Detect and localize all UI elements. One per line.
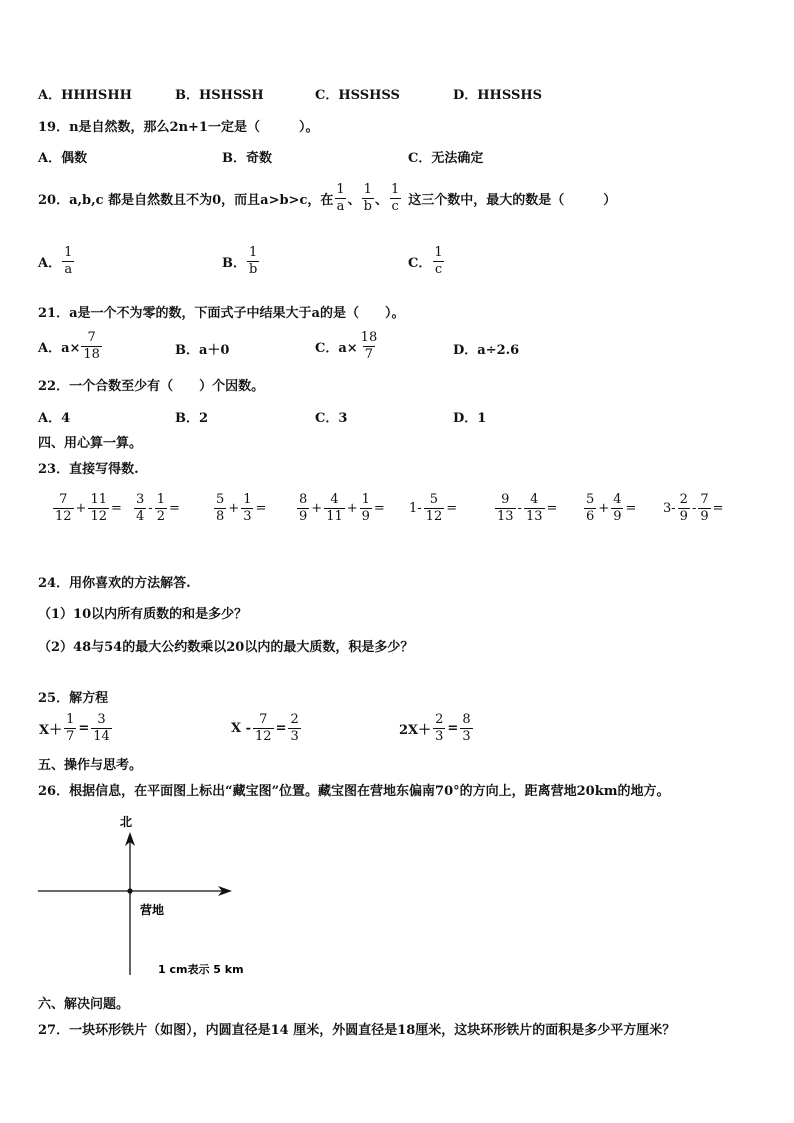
equation [230,712,302,745]
equation [398,712,474,745]
fraction: $\frac{5}{12}$ [425,492,443,524]
operator: - [148,501,153,516]
fraction: $\frac{8}{9}$ [299,492,308,524]
calc-expression [408,492,458,525]
q22-option-b: B．2 [175,411,209,426]
fraction: $\frac{8}{3}$ [462,712,471,744]
section-5-heading: 五、操作与思考。 [38,758,143,773]
q22-option-c: C．3 [315,411,348,426]
q18-option-c: C．HSSHSS [315,88,400,103]
operator: = [712,501,724,516]
fraction: $\frac{7}{12}$ [55,492,72,524]
option-label: A． [38,256,62,271]
option-fraction: $\frac{1}{a}$ [64,245,73,277]
calc-expression [494,492,558,525]
operator: = [78,721,90,736]
operator: + [346,501,358,516]
section-4-heading: 四、用心算一算。 [38,436,143,451]
q20-frac-b: $\frac{1}{b}$ [363,182,372,214]
fraction: $\frac{7}{9}$ [700,492,709,524]
calc-expression [52,492,123,525]
fraction: $\frac{2}{9}$ [679,492,688,524]
fraction: $\frac{4}{9}$ [613,492,622,524]
fraction: $\frac{3}{14}$ [93,712,110,744]
section-6-heading: 六、解决问题。 [38,997,130,1012]
q20-stem-post: 这三个数中，最大的数是（ ） [408,193,617,208]
option-label: C． [408,256,432,271]
q18-option-a: A．HHHSHH [38,88,132,103]
operator: - [517,501,522,516]
q20-stem-pre: 20．a,b,c 都是自然数且不为0，而且a>b>c，在 [38,193,334,208]
operator: = [255,501,267,516]
equation [38,712,113,745]
fraction: $\frac{5}{8}$ [216,492,225,524]
q24-sub1: （1）10以内所有质数的和是多少？ [38,607,248,622]
q20-option-a [38,245,75,278]
option-fraction: $\frac{7}{18}$ [83,330,100,362]
north-label: 北 [119,815,133,829]
option-fraction: $\frac{18}{7}$ [360,330,378,362]
q20-option-b [222,245,260,278]
operator: X＋ [39,723,63,738]
fraction: $\frac{3}{4}$ [136,492,145,524]
option-fraction: $\frac{1}{c}$ [434,245,443,277]
calc-expression [296,492,386,525]
calc-expression [662,492,725,525]
operator: + [598,501,610,516]
q19-option-c: C．无法确定 [408,151,484,166]
calc-expression [133,492,181,525]
q22-option-d: D．1 [453,411,487,426]
operator: = [546,501,558,516]
operator: + [311,501,323,516]
operator: + [75,501,87,516]
camp-label: 营地 [140,903,165,917]
option-label: C．a× [315,341,358,356]
fraction: $\frac{1}{9}$ [361,492,370,524]
q21-option-a [38,330,103,363]
fraction: $\frac{4}{13}$ [525,492,543,524]
operator: - [691,501,697,516]
operator: = [373,501,385,516]
operator: = [625,501,637,516]
option-fraction: $\frac{1}{b}$ [249,245,258,277]
operator: 1- [409,501,422,516]
q21-option-d: D．a÷2.6 [453,343,520,358]
q21-option-b: B．a＋0 [175,343,230,358]
operator: 2X＋ [399,723,432,738]
fraction: $\frac{1}{7}$ [66,712,75,744]
q20-sep: 、 [374,193,388,208]
operator: = [447,721,459,736]
scale-label: 1 cm表示 5 km [158,963,244,976]
q24-sub2: （2）48与54的最大公约数乘以20以内的最大质数，积是多少？ [38,640,414,655]
operator: = [275,721,287,736]
q21-stem: 21．a是一个不为零的数，下面式子中结果大于a的是（ ）。 [38,306,405,321]
q25-stem: 25．解方程 [38,691,109,706]
calc-expression [213,492,267,525]
q18-option-d: D．HHSSHS [453,88,543,103]
operator: = [168,501,180,516]
q20-frac-a: $\frac{1}{a}$ [336,182,345,214]
fraction: $\frac{11}{12}$ [90,492,107,524]
q22-option-a: A．4 [38,411,71,426]
compass-diagram [30,810,270,985]
fraction: $\frac{1}{3}$ [243,492,252,524]
operator: X - [231,721,252,736]
q26-stem: 26．根据信息，在平面图上标出“藏宝图”位置。藏宝图在营地东偏南70°的方向上，距离营地20km的地方。 [38,784,670,799]
option-label: A．a× [38,341,81,356]
fraction: $\frac{5}{6}$ [586,492,595,524]
q27-stem: 27．一块环形铁片（如图），内圆直径是14 厘米，外圆直径是18厘米，这块环形铁片的面积是多少平方厘米？ [38,1023,676,1038]
fraction: $\frac{2}{3}$ [290,712,299,744]
operator: 3- [663,501,676,516]
operator: = [111,501,122,516]
q19-option-a: A．偶数 [38,151,88,166]
camp-point [127,888,132,893]
q20-frac-c: $\frac{1}{c}$ [391,182,400,214]
q22-stem: 22．一个合数至少有（ ）个因数。 [38,379,265,394]
q18-option-b: B．HSHSSH [175,88,264,103]
q19-stem: 19．n是自然数，那么2n+1一定是（ ）。 [38,120,319,135]
option-label: B． [222,256,246,271]
fraction: $\frac{2}{3}$ [435,712,444,744]
q19-option-b: B．奇数 [222,151,272,166]
q23-stem: 23．直接写得数. [38,462,139,477]
q20-stem [38,182,616,215]
fraction: $\frac{1}{2}$ [156,492,165,524]
q20-option-c [408,245,446,278]
q20-sep: 、 [347,193,361,208]
calc-expression [583,492,637,525]
q24-stem: 24．用你喜欢的方法解答. [38,576,191,591]
q21-option-c [315,330,380,363]
operator: + [228,501,240,516]
fraction: $\frac{4}{11}$ [326,492,343,524]
fraction: $\frac{9}{13}$ [497,492,514,524]
operator: = [446,501,458,516]
fraction: $\frac{7}{12}$ [255,712,272,744]
